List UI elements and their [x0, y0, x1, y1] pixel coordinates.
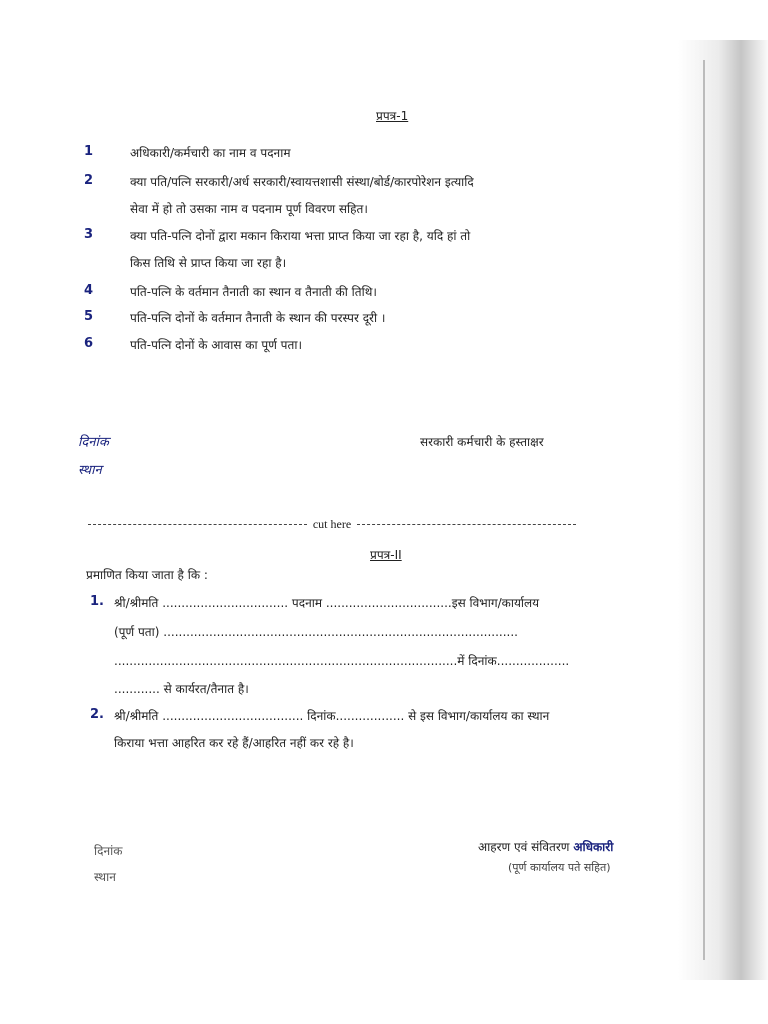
item-number: 1. — [90, 594, 104, 609]
form2-item-text: श्री/श्रीमति ..................................... दिनांक.................. से इस विभाग/कार्यालय का स्थान — [114, 709, 550, 723]
officer-address-note: (पूर्ण कार्यालय पते सहित) — [508, 861, 611, 874]
form1-item-text: अधिकारी/कर्मचारी का नाम व पदनाम — [130, 146, 291, 160]
item-number: 1 — [84, 144, 94, 159]
date-label: दिनांक — [94, 844, 123, 858]
form2-item-text: ..........................................................................................में दिनांक................... — [114, 654, 570, 668]
employee-signature-label: सरकारी कर्मचारी के हस्ताक्षर — [420, 435, 544, 449]
form1-item-text: पति-पत्नि दोनों के आवास का पूर्ण पता। — [130, 338, 302, 352]
item-number: 2. — [90, 707, 104, 722]
form2-item-text: किराया भत्ता आहरित कर रहे हैं/आहरित नहीं कर रहे है। — [114, 736, 354, 750]
form1-item-text: पति-पत्नि के वर्तमान तैनाती का स्थान व तैनाती की तिथि। — [130, 285, 377, 299]
cut-here-label: cut here — [312, 517, 352, 531]
officer-signature-label — [478, 838, 613, 855]
place-label: स्थान — [94, 870, 116, 884]
form2-item-text: (पूर्ण पता) ............................................................................................. — [114, 625, 518, 639]
scan-edge-line — [703, 60, 705, 960]
form1-title: प्रपत्र-1 — [376, 109, 409, 123]
item-number: 5 — [84, 309, 94, 324]
form2-item-text: श्री/श्रीमति ................................. पदनाम .................................इस विभाग/कार्यालय — [114, 596, 540, 610]
item-number: 4 — [84, 283, 94, 298]
form1-item-text: क्या पति/पत्नि सरकारी/अर्ध सरकारी/स्वायत्तशासी संस्था/बोर्ड/कारपोरेशन इत्यादि — [130, 175, 474, 189]
form1-item-text: सेवा में हो तो उसका नाम व पदनाम पूर्ण विवरण सहित। — [130, 202, 368, 216]
dashed-line — [88, 524, 307, 525]
handwritten-date-label: दिनांक — [78, 435, 109, 450]
item-number: 2 — [84, 173, 94, 188]
form1-item-text: पति-पत्नि दोनों के वर्तमान तैनाती के स्थान की परस्पर दूरी । — [130, 311, 386, 325]
form1-item-text: क्या पति-पत्नि दोनों द्वारा मकान किराया भत्ता प्राप्त किया जा रहा है, यदि हां तो — [130, 229, 471, 243]
item-number: 6 — [84, 336, 94, 351]
officer-label-prefix: आहरण एवं संवितरण — [478, 840, 570, 854]
dashed-line — [357, 524, 576, 525]
form1-item-text: किस तिथि से प्राप्त किया जा रहा है। — [130, 256, 287, 270]
form2-title: प्रपत्र-II — [370, 548, 402, 562]
item-number: 3 — [84, 227, 94, 242]
officer-label-handwritten: अधिकारी — [573, 840, 614, 854]
form2-item-text: ............ से कार्यरत/तैनात है। — [114, 682, 249, 696]
scan-shadow — [678, 40, 768, 980]
cut-here-line — [88, 517, 576, 532]
handwritten-place-label: स्थान — [78, 463, 102, 478]
certification-intro: प्रमाणित किया जाता है कि : — [86, 568, 208, 582]
